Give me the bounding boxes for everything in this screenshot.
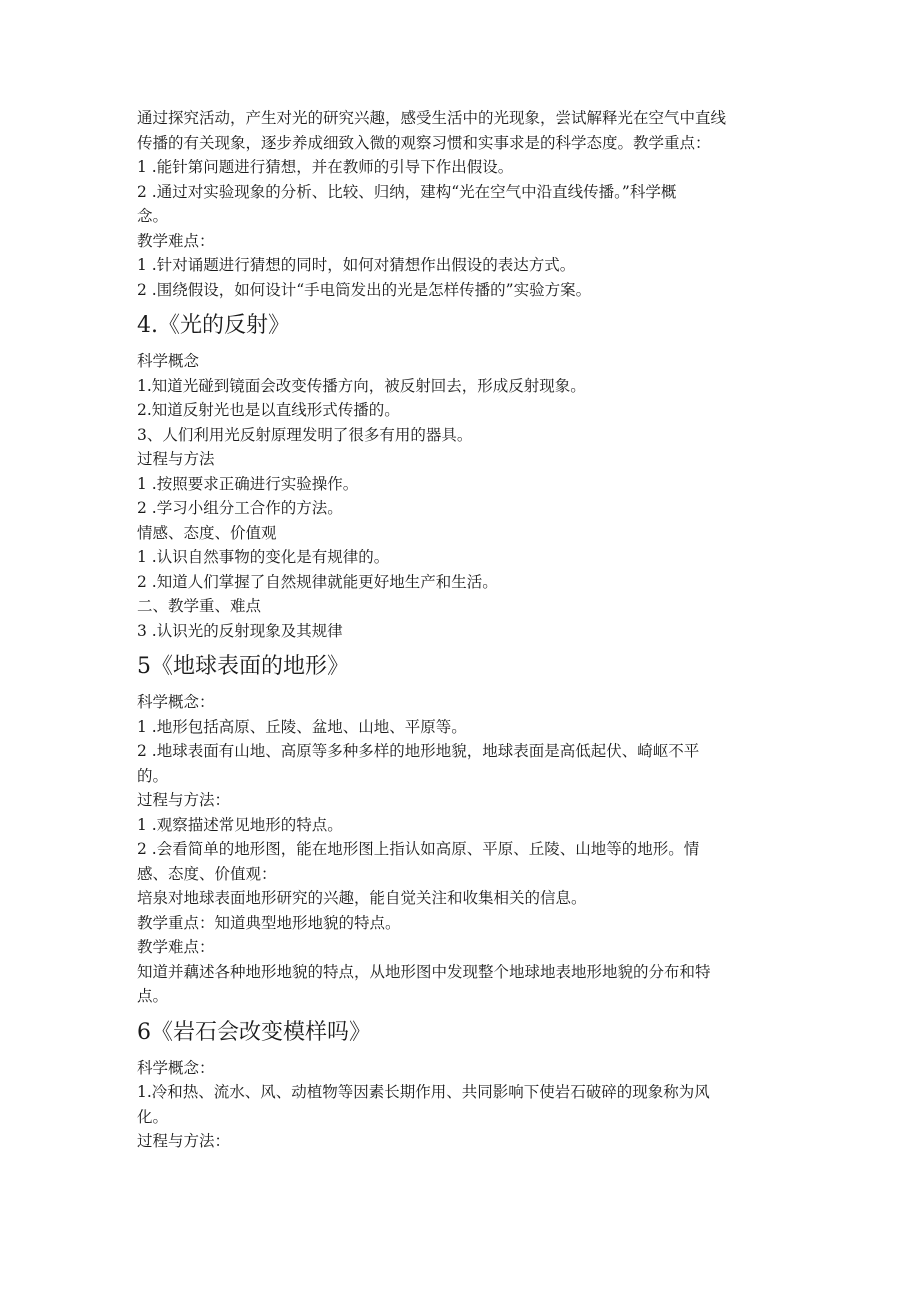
text-line: 过程与方法： <box>137 791 231 809</box>
text-line: 2 .学习小组分工合作的方法。 <box>137 499 343 517</box>
text-line: 过程与方法 <box>137 450 215 468</box>
section-5-body <box>137 690 787 1009</box>
text-line: 1 .能针第问题进行猜想，并在教师的引导下作出假设。 <box>137 158 514 176</box>
section-heading-5: 5《地球表面的地形》 <box>137 654 349 679</box>
section-4-body <box>137 349 787 643</box>
text-line: 培泉对地球表面地形研究的兴趣，能自觉关注和收集相关的信息。 <box>137 889 587 907</box>
text-line: 点。 <box>137 987 169 1005</box>
text-line: 教学难点： <box>137 231 215 250</box>
text-line: 1 .按照要求正确进行实验操作。 <box>137 474 359 493</box>
text-line: 2 .会看简单的地形图，能在地形图上指认如高原、平原、丘陵、山地等的地形。情 <box>137 840 700 858</box>
text-line: 2 .围绕假设，如何设计“手电筒发出的光是怎样传播的”实验方案。 <box>137 280 592 299</box>
text-line: 知道并藕述各种地形地貌的特点，从地形图中发现整个地球地表地形地貌的分布和特 <box>137 962 711 981</box>
text-line: 科学概念： <box>137 693 215 711</box>
intro-block <box>137 106 787 302</box>
text-line: 情感、态度、价值观 <box>137 523 277 542</box>
text-line: 教学难点： <box>137 938 215 956</box>
text-line: 1 .针对诵题进行猜想的同时，如何对猜想作出假设的表达方式。 <box>137 256 576 274</box>
text-line: 化。 <box>137 1107 169 1126</box>
text-line: 2 .通过对实验现象的分析、比较、归纳，建构“光在空气中沿直线传播。”科学概 <box>137 182 677 201</box>
text-line: 1 .认识自然事物的变化是有规律的。 <box>137 548 390 566</box>
text-line: 1.冷和热、流水、风、动植物等因素长期作用、共同影响下使岩石破碎的现象称为风 <box>137 1083 710 1101</box>
text-line: 1 .地形包括高原、丘陵、盆地、山地、平原等。 <box>137 717 467 736</box>
text-line: 科学概念 <box>137 352 200 370</box>
text-line: 二、教学重、难点 <box>137 597 262 615</box>
text-line: 3 .认识光的反射现象及其规律 <box>137 621 343 640</box>
text-line: 传播的有关现象，逐步养成细致入微的观察习惯和实事求是的科学态度。教学重点： <box>137 133 711 152</box>
text-line: 念。 <box>137 207 169 225</box>
text-line: 3、人们利用光反射原理发明了很多有用的器具。 <box>137 425 473 444</box>
section-heading-4: 4.《光的反射》 <box>137 313 290 338</box>
text-line: 过程与方法： <box>137 1132 231 1150</box>
text-line: 2 .知道人们掌握了自然规律就能更好地生产和生活。 <box>137 572 498 591</box>
text-line: 1.知道光碰到镜面会改变传播方向，被反射回去，形成反射现象。 <box>137 376 586 395</box>
text-line: 科学概念： <box>137 1058 215 1077</box>
section-6-body <box>137 1056 787 1154</box>
text-line: 的。 <box>137 766 169 785</box>
text-line: 感、态度、价值观： <box>137 864 277 883</box>
text-line: 通过探究活动，产生对光的研究兴趣，感受生活中的光现象，尝试解释光在空气中直线 <box>137 109 727 127</box>
text-line: 2 .地球表面有山地、高原等多种多样的地形地貌，地球表面是高低起伏、崎岖不平 <box>137 742 700 760</box>
text-line: 2.知道反射光也是以直线形式传播的。 <box>137 401 400 419</box>
text-line: 教学重点：知道典型地形地貌的特点。 <box>137 913 401 932</box>
text-line: 1 .观察描述常见地形的特点。 <box>137 815 343 834</box>
document-body <box>137 106 787 1154</box>
section-heading-6: 6《岩石会改变模样吗》 <box>137 1019 371 1045</box>
